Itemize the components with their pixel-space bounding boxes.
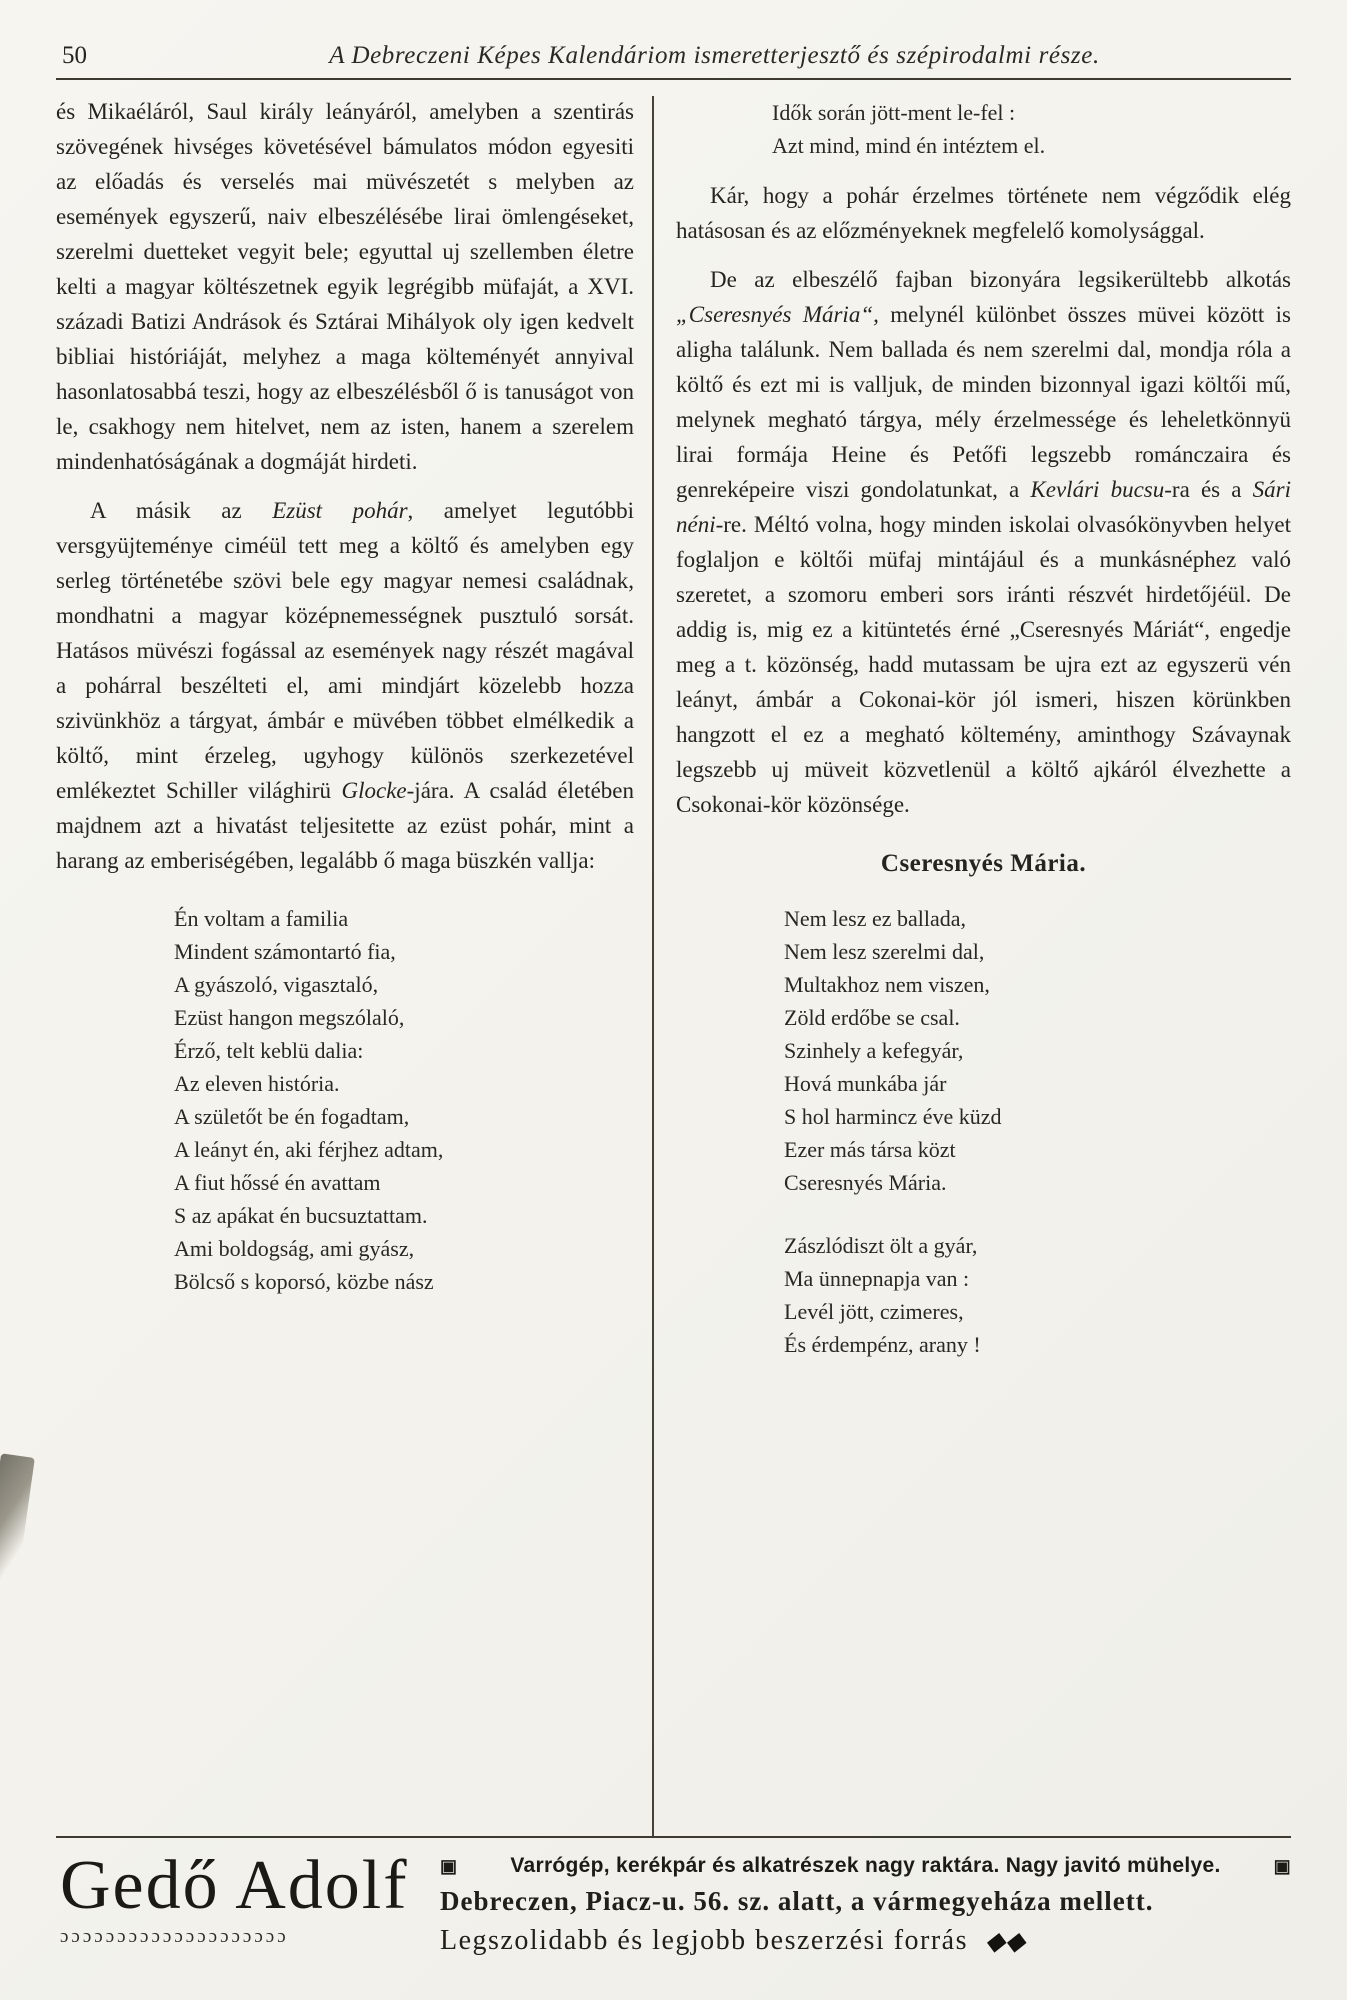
advert-slogan-text: Legszolidabb és legjobb beszerzési forrás [440, 1925, 968, 1956]
poem-line: Idők során jött-ment le-fel : [772, 100, 1016, 125]
advert-address: Debreczen, Piacz-u. 56. sz. alatt, a vármegyeháza mellett. [440, 1886, 1154, 1916]
ornament-row: ɔɔɔɔɔɔɔɔɔɔɔɔɔɔɔɔɔɔɔɔ [60, 1926, 289, 1947]
poem-line: Érző, telt keblü dalia: [174, 1038, 364, 1063]
page-header [0, 0, 1347, 78]
paragraph: Kár, hogy a pohár érzelmes története nem végződik elég hatásosan és az előzményeknek megfelelő komolysággal. [676, 183, 1291, 243]
poem-line: Ezer más társa közt [784, 1137, 956, 1162]
text-segment: , amelyet legutóbbi versgyüjteménye ciméül tett meg a költő és amelyben egy serleg történetébe szövi bele egy magyar nemesi családnak, mondhatni a magyar középnemességnek pusztuló sorsát. Hatásos müvészi fogással az események nagy részét magával a pohárral beszélteti el, ami mindjárt közelebb hozza szivünkhöz a tárgyat, ámbár e müvében többet elmélkedik a költő, mint érzeleg, ugyhogy különös szerkezetével emlékeztet Schiller világhirü [56, 498, 634, 803]
paragraph [56, 493, 634, 878]
text-segment: -re. Méltó volna, hogy minden iskolai olvasókönyvben helyet foglaljon e költői müfaj mintájául és a munkásnéphez való szeretet, a szomoru emberi sors iránti részvét hirdetőjéül. De addig is, mig ez a kitüntetés érné „Cseresnyés Máriát“, engedje meg a t. közönség, hadd mutassam be ujra ezt az egyszerü vén leányt, ámbár a Cokonai-kör jól ismeri, hiszen körünkben hangzott el ez a megható költemény, aminthogy Szávaynak legszebb uj müveit közvetlenül a költő ajkáról élvezhette a Csokonai-kör közönsége. [676, 512, 1291, 817]
poem-line: Én voltam a familia [174, 906, 349, 931]
poem-line: Ezüst hangon megszólaló, [174, 1005, 405, 1030]
poem-line: Szinhely a kefegyár, [784, 1038, 964, 1063]
poem-line: Azt mind, mind én intéztem el. [772, 133, 1046, 158]
poem-continuation [772, 96, 1291, 162]
flourish-ornament-icon: ◆◆ [985, 1929, 1026, 1955]
poem-line: S az apákat én bucsuztattam. [174, 1203, 428, 1228]
poem-line: És érdempénz, arany ! [784, 1332, 981, 1357]
stanza-break [784, 1199, 1291, 1229]
poem-line: Mindent számontartó fia, [174, 939, 396, 964]
advert-slogan-row [440, 1925, 1291, 1957]
square-ornament-icon: ▣ [440, 1855, 458, 1876]
paragraph: és Mikaéláról, Saul király leányáról, amelyben a szentirás szövegének hivséges követésével bámulatos módon egyesiti az előadás és verselés mai müvészetét s melyben az események egyszerű, naiv elbeszélésébe lirai ömlengéseket, szerelmi duetteket vegyit bele; egyuttal uj szellemben életre kelti a magyar költészetnek egyik legrégibb müfaját, a XVI. századi Batizi Andrások és Sztárai Mihályok oly igen kedvelt bibliai históriáját, melyhez a maga költeményét annyival hasonlatosabbá teszi, hogy az elbeszélésből ő is tanuságot von le, csakhogy nem hitelvet, nem az isten, hanem a szerelem mindenhatóságának a dogmáját hirdeti. [56, 99, 634, 474]
advert-services-text: Varrógép, kerékpár és alkatrészek nagy raktára. Nagy javitó mühelye. [510, 1854, 1221, 1877]
poem-line: S hol harmincz éve küzd [784, 1104, 1002, 1129]
advert-line-services [440, 1854, 1291, 1878]
poem-line: Cseresnyés Mária. [784, 1170, 947, 1195]
advertiser-block [20, 1847, 440, 1948]
scan-artifact [0, 1453, 35, 1586]
two-column-layout [56, 80, 1291, 1836]
text-segment: -ra és a [1164, 477, 1253, 502]
poem-line: A fiut hőssé én avattam [174, 1170, 381, 1195]
right-column [654, 94, 1291, 1836]
text-segment-italic: Kevlári bucsu [1030, 477, 1165, 502]
page-number: 50 [62, 42, 87, 69]
text-segment: A másik az [90, 498, 273, 523]
poem-line: Az eleven história. [174, 1071, 340, 1096]
poem-line: Ma ünnepnapja van : [784, 1266, 970, 1291]
advert-rule [56, 1836, 1291, 1838]
text-segment: -jára. A család életében majdnem azt a hivatást teljesitette az ezüst pohár, mint a harang az emberiségében, legalább ő maga büszkén vallja: [56, 778, 634, 873]
poem-line: Hová munkába jár [784, 1071, 947, 1096]
text-segment-italic: „Cseresnyés Mária“, [676, 302, 879, 327]
poem-line: A leányt én, aki férjhez adtam, [174, 1137, 444, 1162]
text-segment: De az elbeszélő fajban bizonyára legsikerültebb alkotás [710, 267, 1291, 292]
poem-line: Zöld erdőbe se csal. [784, 1005, 960, 1030]
poem-line: Ami boldogság, ami gyász, [174, 1236, 415, 1261]
advertisement [20, 1847, 1291, 1957]
text-segment-italic: Sári néni [676, 477, 1291, 537]
poem-line: A születőt be én fogadtam, [174, 1104, 410, 1129]
poem-line: Multakhoz nem viszen, [784, 972, 990, 997]
advertiser-name: Gedő Adolf [60, 1847, 409, 1924]
paragraph [676, 262, 1291, 822]
poem-line: Bölcső s koporsó, közbe nász [174, 1269, 434, 1294]
poem-silver-cup [174, 902, 634, 1298]
square-ornament-icon: ▣ [1273, 1855, 1291, 1876]
text-segment: melynél különbet összes müvei között is aligha találunk. Nem ballada és nem szerelmi dal, mondja róla a költő és ezt mi is valljuk, de minden bizonnyal igazi költői mű, melynek megható tárgya, mély érzelmessége és leheletkönnyü lirai formája Heine és Petőfi legszebb románczaira és genreképeire viszi gondolatunkat, a [676, 302, 1291, 502]
left-column [56, 94, 652, 1836]
poem-line: Nem lesz szerelmi dal, [784, 939, 985, 964]
poem-line: Zászlódiszt ölt a gyár, [784, 1233, 978, 1258]
header-title: A Debreczeni Képes Kalendáriom ismeretterjesztő és szépirodalmi része. [329, 42, 1100, 69]
text-segment-italic: Ezüst pohár [272, 498, 408, 523]
poem-line: Levél jött, czimeres, [784, 1299, 964, 1324]
poem-line: A gyászoló, vigasztaló, [174, 972, 379, 997]
text-segment-italic: Glocke [341, 778, 407, 803]
poem-title: Cseresnyés Mária. [880, 850, 1087, 877]
poem-cseresnyes-maria [784, 902, 1291, 1361]
poem-line: Nem lesz ez ballada, [784, 906, 967, 931]
advert-text-block [440, 1850, 1291, 1957]
